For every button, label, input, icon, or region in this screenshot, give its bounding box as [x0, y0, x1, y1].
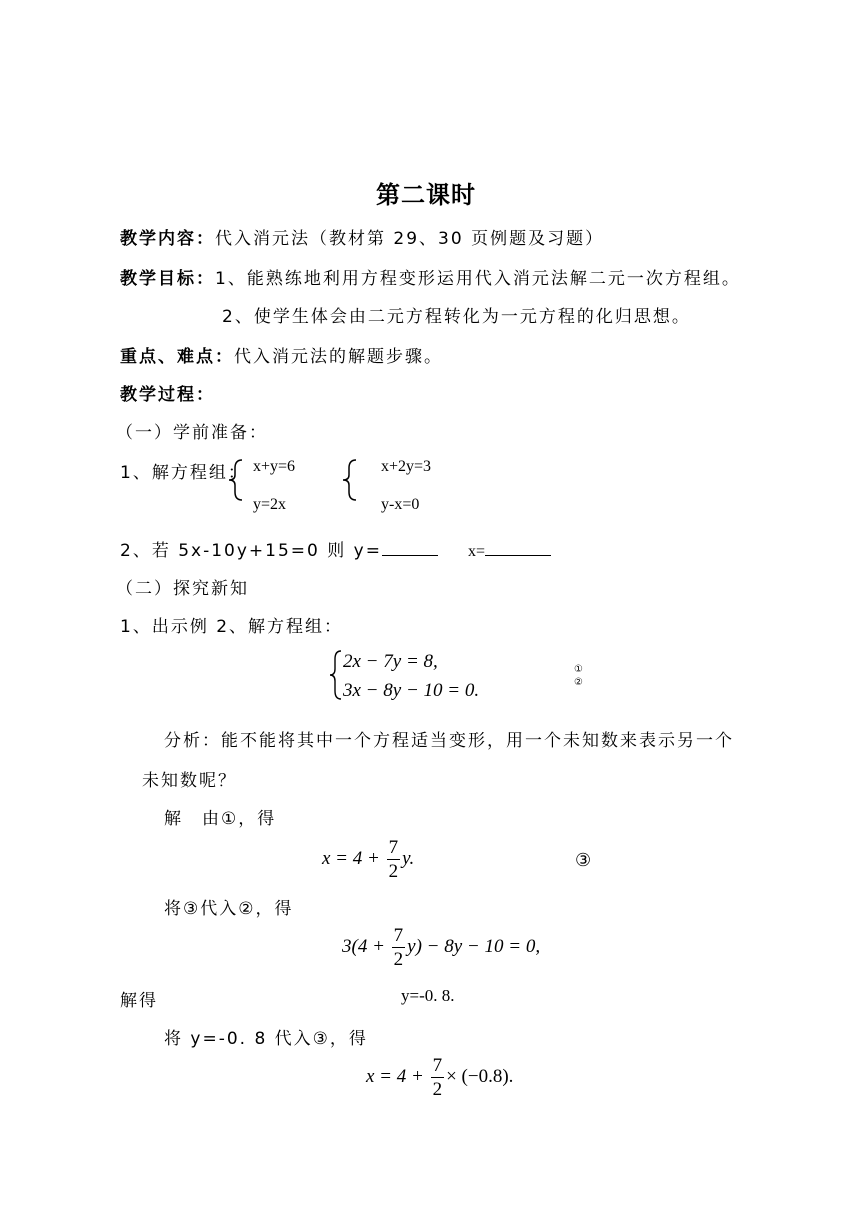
- teaching-process-label: 教学过程：: [120, 385, 215, 405]
- equation-4-fraction: [392, 926, 406, 969]
- key-points-label: 重点、难点：: [120, 347, 234, 367]
- x-answer-blank[interactable]: [485, 541, 551, 556]
- y-result: y=-0. 8.: [401, 986, 455, 1005]
- question-2-line: [120, 536, 551, 561]
- system-2-eq-1: x+2y=3: [381, 458, 432, 475]
- marker-2: ②: [574, 677, 583, 688]
- page-title: 第二课时: [376, 181, 476, 209]
- equation-5-denominator: 2: [432, 1079, 443, 1100]
- analysis-line-1: 分析：能不能将其中一个方程适当变形，用一个未知数来表示另一个: [164, 731, 734, 751]
- teaching-goals-label: 教学目标：: [120, 269, 215, 289]
- solve-label: 解得: [120, 991, 158, 1011]
- equation-4-numerator: 7: [393, 925, 404, 946]
- marker-1: ①: [574, 664, 583, 675]
- key-points-line: [120, 342, 443, 367]
- substitute-y-text: 将 y=-0. 8 代入③，得: [164, 1029, 368, 1049]
- equation-5-fraction: [431, 1056, 445, 1099]
- system-1-brace: [226, 458, 246, 502]
- system-2-brace: [340, 458, 360, 502]
- equation-5-left: x = 4 +: [366, 1065, 424, 1087]
- teaching-content-label: 教学内容：: [120, 229, 215, 249]
- equation-3: [322, 838, 414, 881]
- equation-3-left: x = 4 +: [322, 847, 380, 869]
- equation-5-numerator: 7: [432, 1055, 443, 1076]
- y-answer-blank[interactable]: [382, 541, 438, 556]
- teaching-goals-line: [120, 264, 741, 289]
- equation-4: [342, 926, 540, 969]
- equation-4-left: 3(4 +: [342, 935, 385, 957]
- marker-3: ③: [575, 850, 592, 871]
- equation-4-denominator: 2: [393, 949, 404, 970]
- example-intro: 1、出示例 2、解方程组：: [120, 617, 344, 637]
- section-2-heading: （二）探究新知: [116, 579, 249, 599]
- solution-intro: 解 由①，得: [164, 809, 277, 829]
- teaching-content-text: 代入消元法（教材第 29、30 页例题及习题）: [215, 229, 605, 249]
- system-2-eq-2: y-x=0: [381, 496, 420, 513]
- equation-4-right: y) − 8y − 10 = 0,: [407, 935, 541, 957]
- teaching-goal-1: 1、能熟练地利用方程变形运用代入消元法解二元一次方程组。: [215, 269, 741, 289]
- main-system-brace: [328, 650, 344, 700]
- question-2-text: 2、若 5x-10y+15=0 则 y=: [120, 541, 382, 561]
- x-label: x=: [467, 543, 486, 560]
- substitute-text: 将③代入②，得: [164, 899, 294, 919]
- equation-5: [366, 1056, 513, 1099]
- equation-5-right: × (−0.8).: [446, 1065, 514, 1087]
- question-1-prefix: 1、解方程组：: [120, 463, 247, 483]
- teaching-content-line: [120, 224, 604, 249]
- main-system-eq-1: 2x − 7y = 8,: [343, 651, 438, 672]
- teaching-goal-2: 2、使学生体会由二元方程转化为一元方程的化归思想。: [222, 307, 691, 327]
- section-1-heading: （一）学前准备：: [116, 423, 268, 443]
- main-system-eq-2: 3x − 8y − 10 = 0.: [343, 680, 480, 701]
- system-1-eq-1: x+y=6: [253, 458, 296, 475]
- system-1-eq-2: y=2x: [253, 496, 287, 513]
- equation-3-fraction: [387, 838, 401, 881]
- equation-3-numerator: 7: [388, 837, 399, 858]
- equation-3-denominator: 2: [388, 861, 399, 882]
- equation-3-right: y.: [402, 847, 415, 869]
- key-points-text: 代入消元法的解题步骤。: [234, 347, 443, 367]
- analysis-line-2: 未知数呢？: [142, 771, 237, 791]
